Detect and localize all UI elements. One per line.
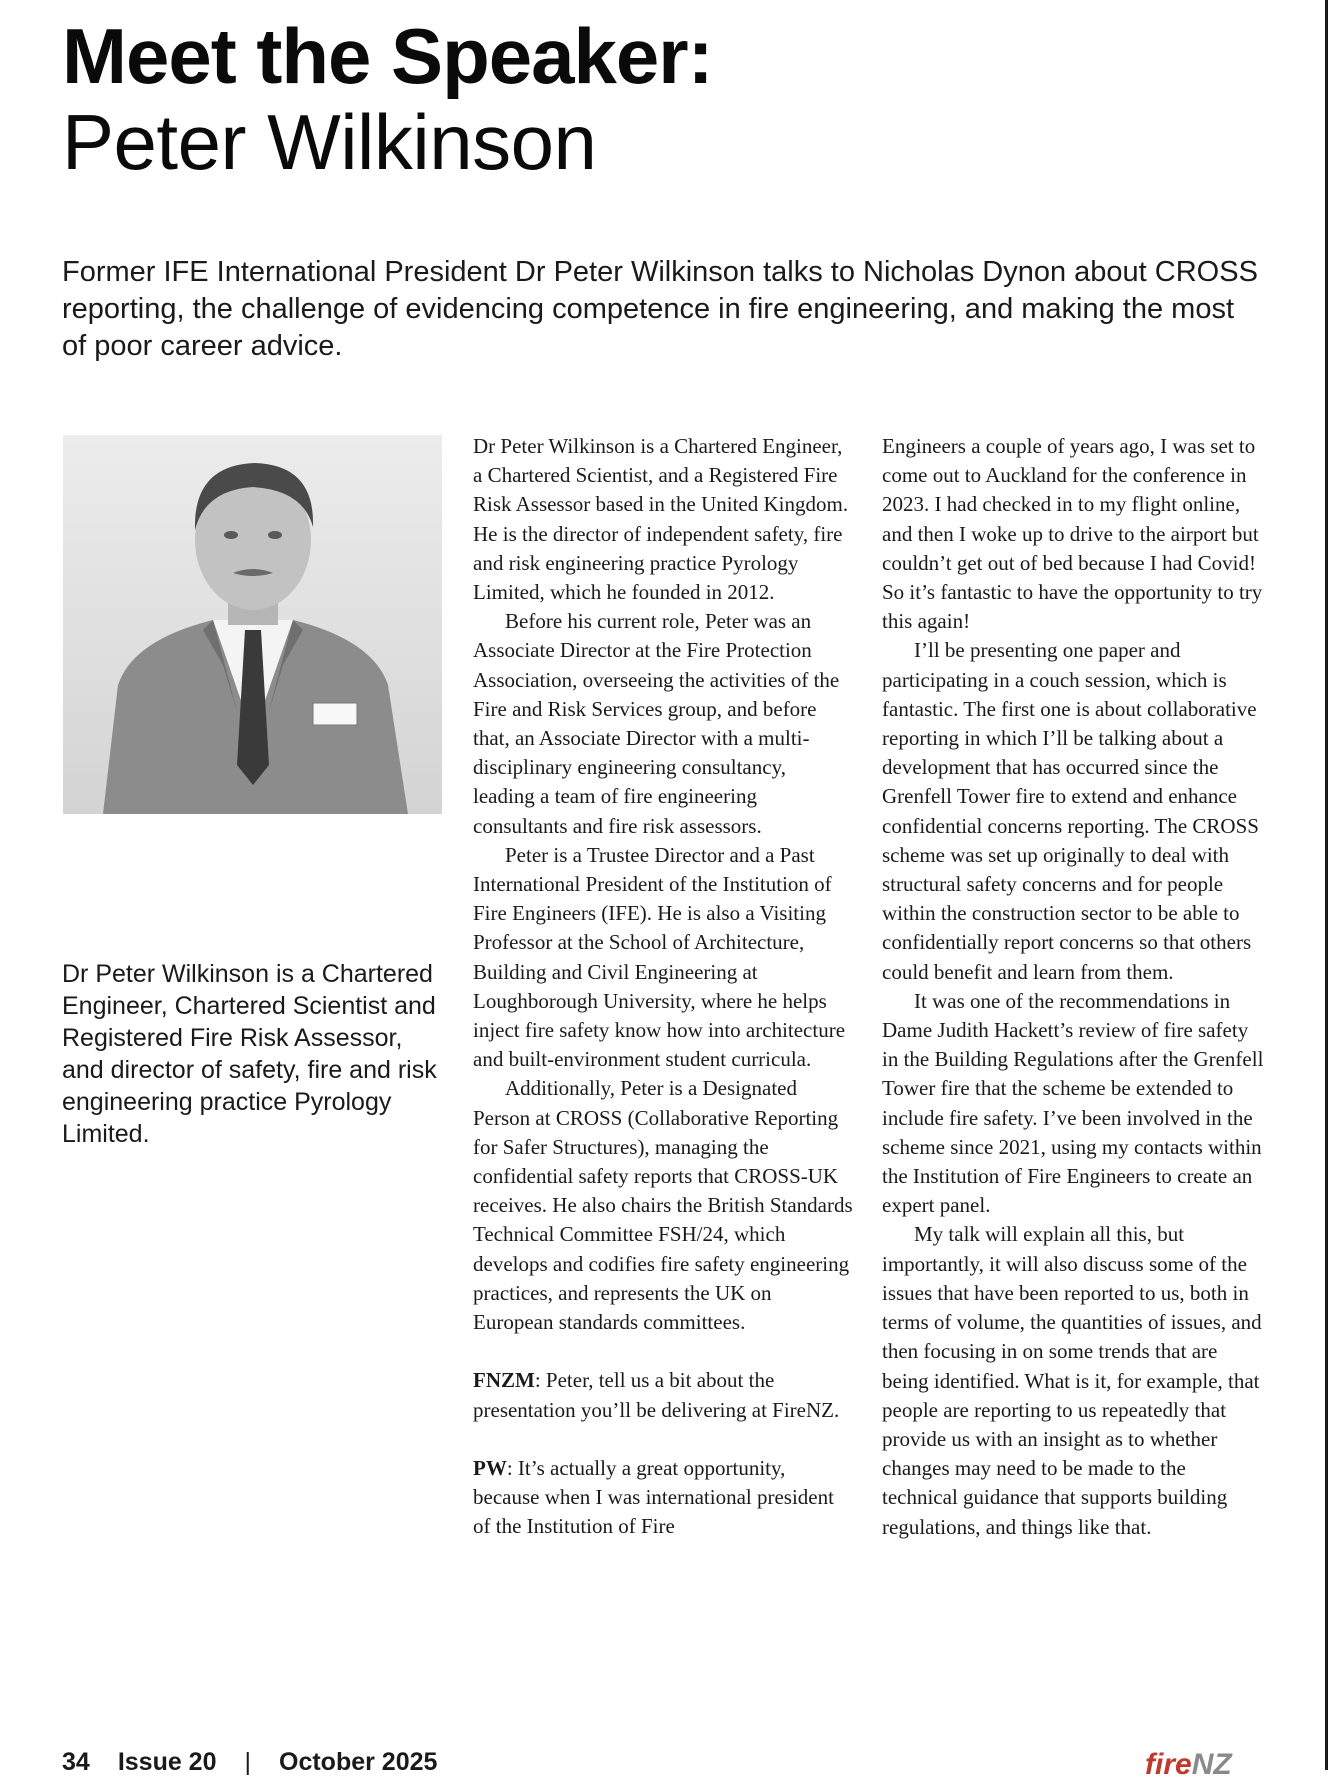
body-paragraph: Peter is a Trustee Director and a Past International President of the Institution of Fire Engineers (IFE). He is also a Visiting Professor at the School of Architecture, Building and Civil Engineering at Loughborough University, where he helps inject fire safety know how into architecture and built-environment student curricula. [473,842,846,1072]
issue-date: October 2025 [279,1748,438,1776]
body-paragraph: I’ll be presenting one paper and participating in a couch session, which is fantastic. The first one is about collaborative reporting in which I’ll be talking about a development that has occurred since the Grenfell Tower fire to extend and enhance confidential concerns reporting. The CROSS scheme was set up originally to deal with structural safety concerns and for people within the construction sector to be able to confidentially report concerns so that others could benefit and learn from them. [882,638,1259,984]
logo-text-nz: NZ [1191,1748,1232,1781]
page-footer [62,1748,465,1777]
footer-separator: | [244,1748,251,1776]
body-column-1 [473,432,853,1541]
speaker-photo [63,435,442,814]
body-paragraph: Additionally, Peter is a Designated Person at CROSS (Collaborative Reporting for Safer Structures), managing the confidential safety reports that CROSS-UK receives. He also chairs the British Standards Technical Committee FSH/24, which develops and codifies fire safety engineering practices, and represents the UK on European standards committees. [473,1076,853,1335]
speaker-label-pw: PW [473,1455,507,1480]
question-text: : Peter, tell us a bit about the presentation you’ll be delivering at FireNZ. [473,1368,840,1422]
title-line-1: Meet the Speaker: [62,12,713,100]
interview-answer [473,1454,853,1542]
body-paragraph: It was one of the recommendations in Dame Judith Hackett’s review of fire safety in the Building Regulations after the Grenfell Tower fire that the scheme be extended to include fire safety. I’ve been involved in the scheme since 2021, using my contacts within the Institution of Fire Engineers to create an expert panel. [882,988,1264,1218]
portrait-illustration [63,435,442,814]
title-speaker-name: Peter Wilkinson [62,98,597,187]
issue-label: Issue 20 [117,1748,217,1776]
body-paragraph: Engineers a couple of years ago, I was set to come out to Auckland for the conference in 2023. I had checked in to my flight online, and then I woke up to drive to the airport but couldn’t get out of bed because I had Covid! So it’s fantastic to have the opportunity to try this again! [882,434,1263,634]
speaker-label-fnzm: FNZM [473,1368,535,1393]
page-title [62,12,713,187]
answer-text: : It’s actually a great opportunity, because when I was international president of the Institution of Fire [473,1455,834,1539]
body-column-2 [882,432,1266,1542]
standfirst: Former IFE International President Dr Peter Wilkinson talks to Nicholas Dynon about CROSS reporting, the challenge of evidencing competence in fire engineering, and making the most of poor career advice. [62,256,1258,362]
body-paragraph: Before his current role, Peter was an Associate Director at the Fire Protection Association, overseeing the activities of the Fire and Risk Services group, and before that, an Associate Director with a multi-disciplinary engineering consultancy, leading a team of fire engineering consultants and fire risk assessors. [473,609,840,838]
interview-question [473,1366,853,1424]
firenz-logo [1145,1748,1232,1782]
page-number: 34 [62,1748,90,1776]
body-paragraph: My talk will explain all this, but importantly, it will also discuss some of the issues that have been reported to us, both in terms of volume, the quantities of issues, and then focusing in on some trends that are being identified. What is it, for example, that people are reporting to us repeatedly that provide us with an insight as to whether changes may need to be made to the technical guidance that supports building regulations, and things like that. [882,1222,1262,1539]
photo-caption: Dr Peter Wilkinson is a Chartered Engineer, Chartered Scientist and Registered Fire Risk Assessor, and director of safety, fire and risk engineering practice Pyrology Limited. [62,960,437,1148]
body-paragraph: Dr Peter Wilkinson is a Chartered Engineer, a Chartered Scientist, and a Registered Fire Risk Assessor based in the United Kingdom. He is the director of independent safety, fire and risk engineering practice Pyrology Limited, which he founded in 2012. [473,434,849,605]
logo-text-fire: fire [1145,1748,1192,1781]
